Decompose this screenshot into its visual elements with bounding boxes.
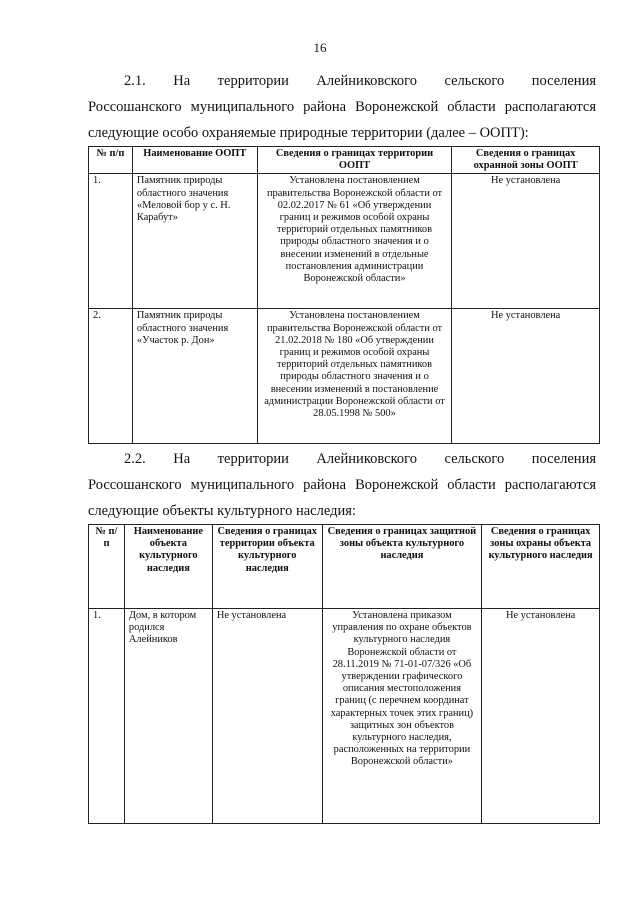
paragraph-line: следующие особо охраняемые природные территории (далее – ООПТ): [88,125,529,141]
cultural-heritage-table [88,524,600,824]
cell-zone: Не установлена [452,174,600,309]
header-protective-zone: Сведения о границах защитной зоны объекта культурного наследия [322,525,482,609]
header-territory: Сведения о границах территории объекта культурного наследия [212,525,322,609]
paragraph-line: Россошанского муниципального района Воронежской области располагаются [88,99,596,115]
header-num: № п/п [89,525,125,609]
cell-borders: Установлена постановлением правительства Воронежской области от 02.02.2017 № 61 «Об утверждении границ и режимов особой охраны территорий отдельных памятников природы областного значения и о внесении изменений в отдельные постановления администрации Воронежской области» [257,174,452,309]
table-header-row [89,147,600,174]
header-protection-zone: Сведения о границах зоны охраны объекта культурного наследия [482,525,600,609]
protected-areas-table [88,146,600,444]
cell-protection-zone: Не установлена [482,609,600,824]
paragraph-line: 2.2. На территории Алейниковского сельского поселения [124,451,596,467]
header-zone: Сведения о границах охранной зоны ООПТ [452,147,600,174]
table-row [89,609,600,824]
paragraph-line: 2.1. На территории Алейниковского сельского поселения [124,73,596,89]
paragraph-line: Россошанского муниципального района Воронежской области располагаются [88,477,596,493]
header-name: Наименование объекта культурного наследия [124,525,212,609]
cell-name: Дом, в котором родился Алейников [124,609,212,824]
cell-name: Памятник природы областного значения «Участок р. Дон» [132,309,257,444]
page-number: 16 [313,40,327,55]
section-2-2-paragraph [88,446,596,524]
cell-name: Памятник природы областного значения «Меловой бор у с. Н. Карабут» [132,174,257,309]
header-num: № п/п [89,147,133,174]
section-2-1-paragraph [88,68,596,146]
cell-num: 1. [89,609,125,824]
cell-num: 1. [89,174,133,309]
cell-zone: Не установлена [452,309,600,444]
paragraph-line: следующие объекты культурного наследия: [88,503,356,519]
table-header-row [89,525,600,609]
cell-num: 2. [89,309,133,444]
cell-protective-zone: Установлена приказом управления по охране объектов культурного наследия Воронежской области от 28.11.2019 № 71-01-07/326 «Об утверждении графического описания местоположения границ (с перечнем координат характерных точек этих границ) защитных зон объектов культурного наследия, расположенных на территории Воронежской области» [322,609,482,824]
table-row [89,174,600,309]
cell-borders: Установлена постановлением правительства Воронежской области от 21.02.2018 № 180 «Об утверждении границ и режимов особой охраны территорий отдельных памятников природы областного значения и о внесении изменений в постановление администрации Воронежской области от 28.05.1998 № 500» [257,309,452,444]
header-name: Наименование ООПТ [132,147,257,174]
cell-territory: Не установлена [212,609,322,824]
table-row [89,309,600,444]
header-borders: Сведения о границах территории ООПТ [257,147,452,174]
